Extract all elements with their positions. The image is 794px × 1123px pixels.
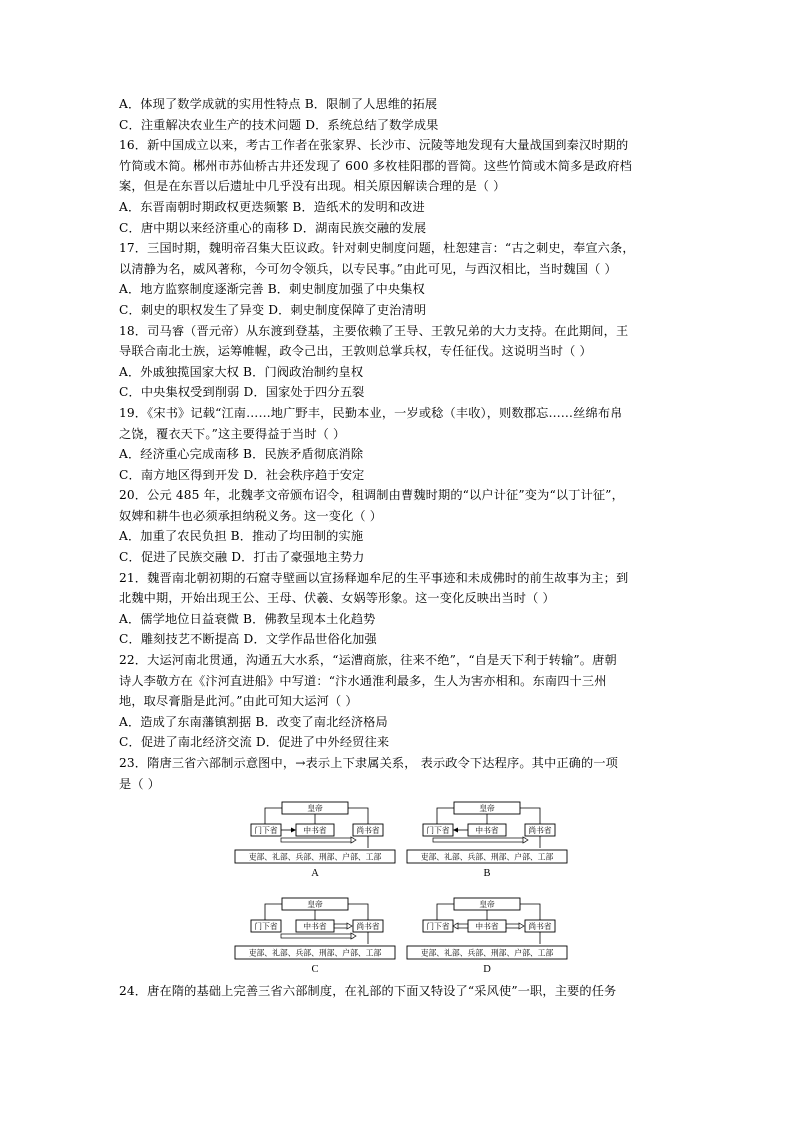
link-line xyxy=(265,808,282,824)
question-19-option-ab: A．经济重心完成南移 B．民族矛盾彻底消除 xyxy=(119,447,364,462)
question-20-option-ab: A．加重了农民负担 B．推动了均田制的实施 xyxy=(119,529,364,544)
diagram-b-caption: B xyxy=(483,868,491,880)
question-19-stem: 之饶，覆衣天下。”这主要得益于当时（ ） xyxy=(119,426,346,441)
link-line xyxy=(348,904,368,920)
order-arrow xyxy=(281,838,353,842)
arrowhead xyxy=(291,828,296,833)
order-arrowhead xyxy=(523,837,528,843)
diagram-c-caption: C xyxy=(311,964,319,976)
shangshu-label: 尚书省 xyxy=(528,826,552,836)
order-arrowhead xyxy=(351,933,356,939)
six-ministries-label: 吏部、礼部、兵部、刑部、户部、工部 xyxy=(420,852,554,862)
zhongshu-label: 中书省 xyxy=(303,922,327,932)
question-21-stem: 21．魏晋南北朝初期的石窟寺壁画以宣扬释迦牟尼的生平事迹和未成佛时的前生故事为主；到 xyxy=(119,570,629,585)
order-arrowhead xyxy=(453,923,458,929)
zhongshu-label: 中书省 xyxy=(303,826,327,836)
diagram-c-chart xyxy=(231,896,399,964)
order-arrow xyxy=(506,924,520,928)
question-19-stem: 19．《宋书》记载“江南……地广野丰，民勤本业，一岁或稔（丰收），则数郡忘……丝绵布帛 xyxy=(119,405,623,420)
three-departments-six-ministries-diagrams xyxy=(119,798,679,981)
diagram-d-caption: D xyxy=(483,964,491,976)
diagram-c xyxy=(231,896,399,978)
six-ministries-label: 吏部、礼部、兵部、刑部、户部、工部 xyxy=(420,948,554,958)
question-15-option-ab: A．体现了数学成就的实用性特点 B．限制了人思维的拓展 xyxy=(119,97,438,111)
question-21-stem: 北魏中期，开始出现王公、王母、伏羲、女娲等形象。这一变化反映出当时（ ） xyxy=(119,591,555,606)
emperor-label: 皇帝 xyxy=(479,804,495,814)
zhongshu-label: 中书省 xyxy=(475,826,499,836)
emperor-label: 皇帝 xyxy=(307,900,323,910)
link-line xyxy=(348,808,368,824)
order-arrowhead xyxy=(351,837,356,843)
question-22-option-ab: A．造成了东南藩镇割据 B．改变了南北经济格局 xyxy=(119,714,388,729)
shangshu-label: 尚书省 xyxy=(356,826,380,836)
menxia-label: 门下省 xyxy=(254,826,278,836)
emperor-label: 皇帝 xyxy=(307,804,323,814)
question-16-stem: 16．新中国成立以来，考古工作者在张家界、长沙市、沅陵等地发现有大量战国到秦汉时期的 xyxy=(119,138,629,153)
shangshu-label: 尚书省 xyxy=(528,922,552,932)
diagram-b xyxy=(403,800,571,882)
order-arrowhead xyxy=(519,923,524,929)
menxia-label: 门下省 xyxy=(426,922,450,932)
order-arrowhead xyxy=(347,923,352,929)
question-16-stem: 竹简或木简。郴州市苏仙桥古井还发现了 600 多枚桂阳郡的晋简。这些竹简或木简多是政府档 xyxy=(119,158,632,173)
link-line xyxy=(437,808,454,824)
question-17-option-cd: C．刺史的职权发生了异变 D．刺史制度保障了吏治清明 xyxy=(119,302,427,317)
arrowhead xyxy=(453,828,458,833)
question-20-stem: 奴婢和耕牛也必须承担纳税义务。这一变化（ ） xyxy=(119,508,383,523)
diagram-a-chart xyxy=(231,800,399,868)
question-24-stem: 24．唐在隋的基础上完善三省六部制度，在礼部的下面又特设了“采风使”一职，主要的任务 xyxy=(119,984,617,999)
order-arrow xyxy=(334,924,348,928)
question-20-option-cd: C．促进了民族交融 D．打击了豪强地主势力 xyxy=(119,550,365,565)
question-20-stem: 20．公元 485 年，北魏孝文帝颁布诏令，租调制由曹魏时期的“以户计征”变为“以丁计征”， xyxy=(119,488,624,503)
zhongshu-label: 中书省 xyxy=(475,922,499,932)
question-22-stem: 地，取尽膏脂是此河。”由此可知大运河（ ） xyxy=(119,694,358,709)
link-line xyxy=(520,808,540,824)
link-line xyxy=(520,904,540,920)
question-22-option-cd: C．促进了南北经济交流 D．促进了中外经贸往来 xyxy=(119,735,390,750)
diagram-b-chart xyxy=(403,800,571,868)
question-23-stem: 是（ ） xyxy=(119,776,161,791)
question-17-stem: 17．三国时期，魏明帝召集大臣议政。针对刺史制度问题，杜恕建言：“古之刺史，奉宣六条， xyxy=(119,241,635,256)
shangshu-label: 尚书省 xyxy=(356,922,380,932)
diagram-a xyxy=(231,800,399,882)
exam-page xyxy=(119,94,679,1002)
six-ministries-label: 吏部、礼部、兵部、刑部、户部、工部 xyxy=(248,852,382,862)
link-line xyxy=(437,904,454,920)
question-21-option-cd: C．雕刻技艺不断提高 D．文学作品世俗化加强 xyxy=(119,632,377,647)
question-17-stem: 以清静为名，威风著称，今可勿令领兵，以专民事。”由此可见，与西汉相比，当时魏国（ ） xyxy=(119,261,617,276)
order-arrow xyxy=(433,838,525,842)
question-16-stem: 案，但是在东晋以后遗址中几乎没有出现。相关原因解读合理的是（ ） xyxy=(119,179,506,194)
question-22-stem: 22．大运河南北贯通，沟通五大水系，“运漕商旅，往来不绝”，“自是天下利于转输”。唐朝 xyxy=(119,653,617,668)
question-21-option-ab: A．儒学地位日益衰微 B．佛教呈现本土化趋势 xyxy=(119,611,376,626)
question-22-stem: 诗人李敬方在《汴河直进船》中写道：“汴水通淮利最多，生人为害亦相和。东南四十三州 xyxy=(119,673,607,688)
question-17-option-ab: A．地方监察制度逐渐完善 B．刺史制度加强了中央集权 xyxy=(119,282,425,297)
diagram-d-chart xyxy=(403,896,571,964)
question-16-option-ab: A．东晋南朝时期政权更迭频繁 B．造纸术的发明和改进 xyxy=(119,199,425,214)
question-18-option-cd: C．中央集权受到削弱 D．国家处于四分五裂 xyxy=(119,385,365,400)
diagram-d xyxy=(403,896,571,978)
link-line xyxy=(265,904,282,920)
question-23-stem: 23．隋唐三省六部制示意图中，→表示上下隶属关系， 表示政令下达程序。其中正确的一项 xyxy=(119,756,619,770)
order-arrow xyxy=(281,934,353,938)
six-ministries-label: 吏部、礼部、兵部、刑部、户部、工部 xyxy=(248,948,382,958)
menxia-label: 门下省 xyxy=(254,922,278,932)
menxia-label: 门下省 xyxy=(426,826,450,836)
question-18-option-ab: A．外戚独揽国家大权 B．门阀政治制约皇权 xyxy=(119,364,364,379)
question-15-option-cd: C．注重解决农业生产的技术问题 D．系统总结了数学成果 xyxy=(119,117,439,132)
emperor-label: 皇帝 xyxy=(479,900,495,910)
question-18-stem: 18．司马睿（晋元帝）从东渡到登基，主要依赖了王导、王敦兄弟的大力支持。在此期间，王 xyxy=(119,323,629,338)
question-19-option-cd: C．南方地区得到开发 D．社会秩序趋于安定 xyxy=(119,467,365,482)
diagram-a-caption: A xyxy=(311,868,319,880)
question-18-stem: 导联合南北士族，运筹帷幄，政令己出，王敦则总掌兵权，专任征伐。这说明当时（ ） xyxy=(119,344,592,359)
question-16-option-cd: C．唐中期以来经济重心的南移 D．湖南民族交融的发展 xyxy=(119,220,427,235)
